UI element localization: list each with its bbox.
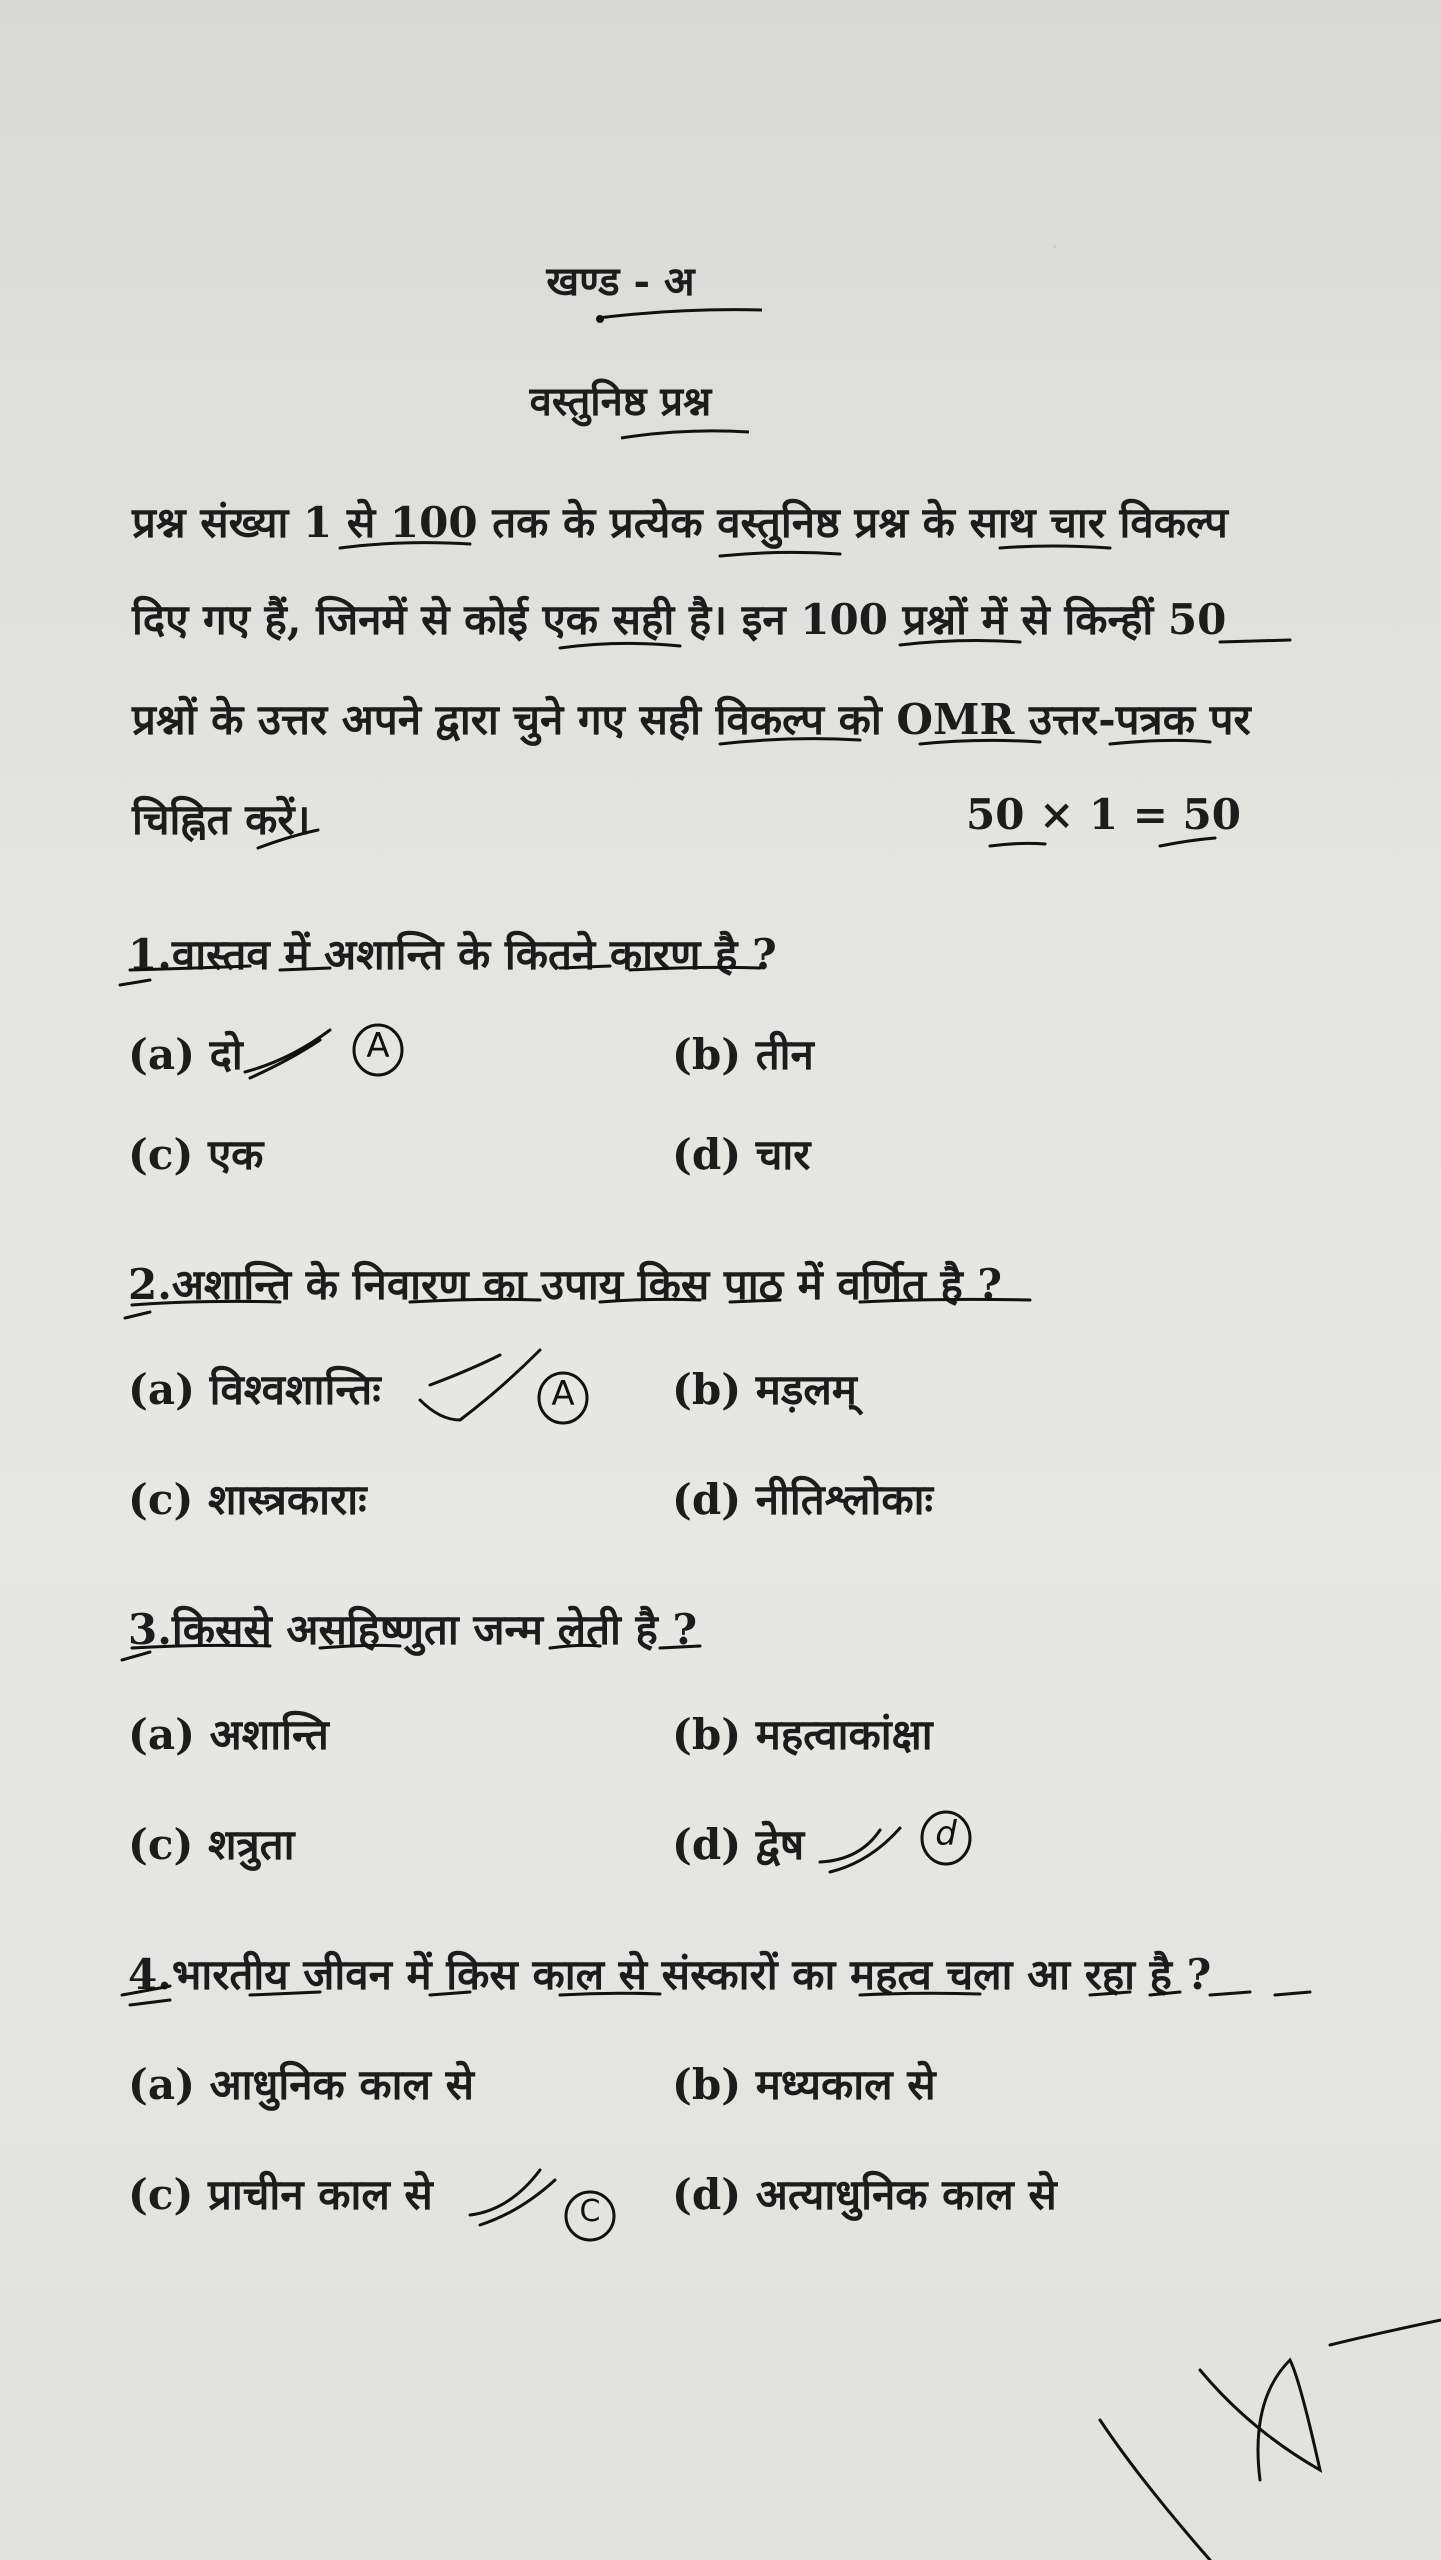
q3-handwritten-answer: d: [935, 1814, 957, 1854]
question-4: 4.भारतीय जीवन में किस काल से संस्कारों का महत्व चला आ रहा है ?: [128, 1950, 1212, 1999]
q2-option-d: (d) नीतिश्लोकाः: [672, 1475, 934, 1524]
q1-option-d: (d) चार: [672, 1130, 811, 1179]
marks-scheme: 50 × 1 = 50: [966, 790, 1241, 839]
q2-option-b: (b) मड़लम्: [672, 1365, 857, 1414]
instruction-line-4: चिह्नित करें।: [132, 795, 311, 844]
q1-tick: [245, 1030, 330, 1072]
q3-answer-circle: [918, 1808, 974, 1868]
q4-handwritten-answer: C: [579, 2194, 601, 2229]
show-through-text: ·: [1050, 230, 1060, 265]
q2-option-a: (a) विश्वशान्तिः: [128, 1365, 381, 1414]
q1-option-b: (b) तीन: [672, 1030, 814, 1079]
q1-option-c: (c) एक: [128, 1130, 264, 1179]
q4-option-a: (a) आधुनिक काल से: [128, 2060, 475, 2109]
q2-handwritten-answer: A: [551, 1374, 575, 1414]
q3-option-c: (c) शत्रुता: [128, 1820, 295, 1869]
q2-option-c: (c) शास्त्रकाराः: [128, 1475, 367, 1524]
instruction-line-1: प्रश्न संख्या 1 से 100 तक के प्रत्येक वस्तुनिष्ठ प्रश्न के साथ चार विकल्प: [132, 498, 1228, 547]
section-title: खण्ड - अ: [546, 258, 695, 305]
q2-answer-circle: [535, 1370, 591, 1426]
q1-answer-circle: [350, 1022, 406, 1078]
instruction-line-3: प्रश्नों के उत्तर अपने द्वारा चुने गए सही विकल्प को OMR उत्तर-पत्रक पर: [132, 695, 1251, 744]
instruction-line-2: दिए गए हैं, जिनमें से कोई एक सही है। इन 100 प्रश्नों में से किन्हीं 50: [132, 595, 1227, 644]
q4-option-d: (d) अत्याधुनिक काल से: [672, 2170, 1057, 2219]
q3-option-a: (a) अशान्ति: [128, 1710, 329, 1759]
q4-option-c: (c) प्राचीन काल से: [128, 2170, 433, 2219]
q1-option-a: (a) दो: [128, 1030, 243, 1079]
q4-answer-circle: [562, 2188, 618, 2244]
q3-option-d: (d) द्वेष: [672, 1820, 805, 1869]
q4-option-b: (b) मध्यकाल से: [672, 2060, 936, 2109]
q3-option-b: (b) महत्वाकांक्षा: [672, 1710, 933, 1759]
q1-handwritten-answer: A: [366, 1026, 390, 1066]
question-3: 3.किससे असहिष्णुता जन्म लेती है ?: [128, 1605, 698, 1654]
question-1: 1.वास्तव में अशान्ति के कितने कारण है ?: [128, 930, 777, 979]
section-subtitle: वस्तुनिष्ठ प्रश्न: [529, 378, 712, 425]
question-2: 2.अशान्ति के निवारण का उपाय किस पाठ में वर्णित है ?: [128, 1260, 1003, 1309]
